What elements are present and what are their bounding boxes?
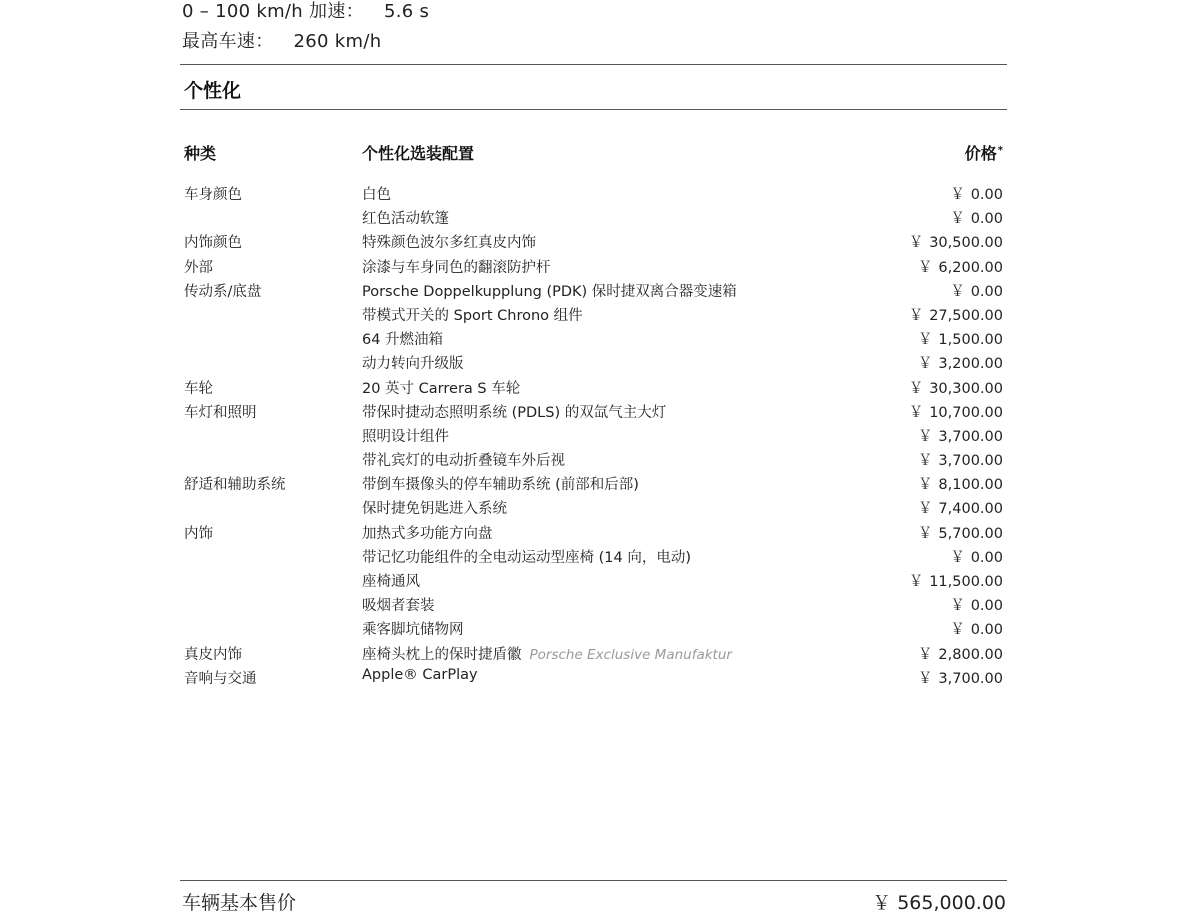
currency-symbol: ￥ xyxy=(950,211,965,228)
row-option xyxy=(362,304,583,325)
currency-symbol: ￥ xyxy=(917,670,933,687)
row-price-amount: 0.00 xyxy=(970,187,1003,203)
row-option-text: 照明设计组件 xyxy=(362,428,449,445)
table-row xyxy=(0,520,1200,544)
row-category: 车身颜色 xyxy=(184,187,242,203)
row-option-text: 带记忆功能组件的全电动运动型座椅 (14 向，电动) xyxy=(362,549,691,566)
row-option-text: 特殊颜色波尔多红真皮内饰 xyxy=(362,235,536,252)
row-price-amount: 5,700.00 xyxy=(938,525,1003,542)
row-option xyxy=(362,377,520,398)
row-option xyxy=(362,497,507,518)
table-row xyxy=(0,641,1200,665)
currency-symbol: ￥ xyxy=(950,622,965,639)
row-price-amount: 0.00 xyxy=(970,622,1003,639)
row-option-text: 64 升燃油箱 xyxy=(362,332,444,349)
total-price-label: 车辆基本售价 xyxy=(182,892,297,914)
row-option-text: 座椅通风 xyxy=(362,574,420,590)
table-row xyxy=(0,302,1200,326)
row-price-amount: 3,700.00 xyxy=(938,428,1003,445)
row-price-amount: 3,700.00 xyxy=(938,670,1003,687)
row-option-brand: Porsche Exclusive Manufaktur xyxy=(529,646,732,663)
currency-symbol: ￥ xyxy=(917,646,933,663)
table-row xyxy=(0,326,1200,350)
currency-symbol: ￥ xyxy=(917,453,933,470)
currency-symbol: ￥ xyxy=(908,235,924,252)
row-option-text: 带倒车摄像头的停车辅助系统 (前部和后部) xyxy=(362,477,639,494)
row-option-text: 座椅头枕上的保时捷盾徽 xyxy=(362,646,522,663)
row-option xyxy=(362,280,737,301)
table-row xyxy=(0,447,1200,471)
row-category: 舒适和辅助系统 xyxy=(184,477,286,494)
row-price xyxy=(918,352,1003,373)
currency-symbol: ￥ xyxy=(917,259,933,276)
row-category: 音响与交通 xyxy=(184,670,257,687)
row-option xyxy=(362,473,639,494)
row-option-text: 20 英寸 Carrera S 车轮 xyxy=(362,380,521,397)
row-option-text: 白色 xyxy=(362,187,391,203)
row-option-text: 涂漆与车身同色的翻滚防护杆 xyxy=(362,259,551,276)
row-option-text: Porsche Doppelkupplung (PDK) 保时捷双离合器变速箱 xyxy=(362,283,737,300)
currency-symbol: ￥ xyxy=(917,501,933,518)
row-category: 内饰 xyxy=(184,525,213,542)
table-row xyxy=(0,229,1200,253)
table-row xyxy=(0,592,1200,616)
row-price-amount: 3,200.00 xyxy=(938,356,1003,373)
row-price-amount: 0.00 xyxy=(970,283,1003,300)
row-category: 外部 xyxy=(184,259,213,276)
row-option xyxy=(362,594,435,615)
row-price xyxy=(909,377,1003,398)
column-header-option: 个性化选装配置 xyxy=(362,144,475,163)
row-option-text: 带礼宾灯的电动折叠镜车外后视 xyxy=(362,453,565,470)
currency-symbol: ￥ xyxy=(950,283,965,300)
currency-symbol: ￥ xyxy=(917,428,933,445)
row-option xyxy=(362,401,666,422)
row-price-amount: 10,700.00 xyxy=(929,404,1003,421)
table-row xyxy=(0,665,1200,689)
row-price xyxy=(950,207,1003,228)
acceleration-value: 5.6 s xyxy=(383,1,430,22)
currency-symbol: ￥ xyxy=(950,187,965,203)
row-price xyxy=(918,473,1003,494)
acceleration-label: 0 – 100 km/h 加速： xyxy=(182,1,364,22)
row-price-amount: 6,200.00 xyxy=(938,259,1003,276)
top-speed-value: 260 km/h xyxy=(293,31,382,52)
row-option xyxy=(362,449,565,470)
currency-symbol: ￥ xyxy=(908,574,924,590)
row-option xyxy=(362,546,691,567)
table-row xyxy=(0,471,1200,495)
row-price xyxy=(950,183,1003,204)
row-price xyxy=(909,401,1003,422)
table-row xyxy=(0,375,1200,399)
row-price-amount: 0.00 xyxy=(970,211,1003,228)
row-option xyxy=(362,667,478,683)
row-price-amount: 8,100.00 xyxy=(938,477,1003,494)
row-price xyxy=(918,449,1003,470)
currency-symbol: ￥ xyxy=(917,477,933,494)
row-price-amount: 1,500.00 xyxy=(938,332,1003,349)
row-option-text: Apple® CarPlay xyxy=(362,666,478,683)
row-option xyxy=(362,256,551,277)
row-price xyxy=(950,594,1003,615)
row-price xyxy=(950,546,1003,567)
row-price-amount: 30,300.00 xyxy=(929,380,1003,397)
row-option xyxy=(362,643,732,664)
column-header-price xyxy=(965,141,1003,164)
row-option xyxy=(362,207,449,228)
table-row xyxy=(0,350,1200,374)
row-option-text: 带保时捷动态照明系统 (PDLS) 的双氙气主大灯 xyxy=(362,404,667,421)
total-price-value: ￥ 565,000.00 xyxy=(872,892,1006,914)
table-row xyxy=(0,544,1200,568)
column-header-price-label: 价格 xyxy=(964,144,997,163)
options-table xyxy=(0,181,1200,689)
currency-symbol: ￥ xyxy=(950,549,965,566)
price-footnote-mark: * xyxy=(997,145,1003,156)
column-header-category: 种类 xyxy=(184,144,217,163)
table-row xyxy=(0,423,1200,447)
top-speed-line xyxy=(182,27,381,53)
row-option xyxy=(362,618,464,639)
row-price xyxy=(918,328,1003,349)
section-top-divider xyxy=(180,64,1007,65)
row-category: 真皮内饰 xyxy=(184,646,242,663)
row-price xyxy=(918,497,1003,518)
row-price xyxy=(918,522,1003,543)
currency-symbol: ￥ xyxy=(917,356,933,373)
total-divider xyxy=(180,880,1007,881)
row-option-text: 红色活动软篷 xyxy=(362,211,449,228)
row-option xyxy=(362,352,464,373)
currency-symbol: ￥ xyxy=(917,525,933,542)
row-price-amount: 0.00 xyxy=(970,598,1003,615)
row-price-amount: 27,500.00 xyxy=(929,307,1003,324)
row-option xyxy=(362,570,420,591)
row-price xyxy=(909,304,1003,325)
table-row xyxy=(0,254,1200,278)
table-row xyxy=(0,495,1200,519)
currency-symbol: ￥ xyxy=(950,598,965,615)
row-option-text: 乘客脚坑储物网 xyxy=(362,622,464,639)
table-row xyxy=(0,568,1200,592)
row-price-amount: 11,500.00 xyxy=(929,574,1003,590)
table-row xyxy=(0,278,1200,302)
section-title: 个性化 xyxy=(184,80,242,102)
row-option xyxy=(362,231,536,252)
row-price-amount: 30,500.00 xyxy=(929,235,1003,252)
row-price-amount: 7,400.00 xyxy=(938,501,1003,518)
row-category: 传动系/底盘 xyxy=(184,283,262,300)
table-row xyxy=(0,205,1200,229)
row-category: 车灯和照明 xyxy=(184,404,257,421)
row-option-text: 保时捷免钥匙进入系统 xyxy=(362,501,507,518)
currency-symbol: ￥ xyxy=(908,380,924,397)
row-price-amount: 0.00 xyxy=(970,549,1003,566)
row-option-text: 动力转向升级版 xyxy=(362,356,464,373)
row-price xyxy=(950,618,1003,639)
row-price-amount: 2,800.00 xyxy=(938,646,1003,663)
row-price xyxy=(909,231,1003,252)
row-price xyxy=(918,667,1003,688)
row-price xyxy=(918,643,1003,664)
row-option-text: 吸烟者套装 xyxy=(362,598,435,615)
row-option-text: 带模式开关的 Sport Chrono 组件 xyxy=(362,307,583,324)
row-option xyxy=(362,183,391,204)
row-price-amount: 3,700.00 xyxy=(938,453,1003,470)
row-category: 内饰颜色 xyxy=(184,235,242,252)
row-option xyxy=(362,425,449,446)
currency-symbol: ￥ xyxy=(917,332,933,349)
row-price xyxy=(950,280,1003,301)
section-bottom-divider xyxy=(180,109,1007,110)
table-row xyxy=(0,181,1200,205)
acceleration-line xyxy=(182,0,429,23)
row-price xyxy=(918,256,1003,277)
row-category: 车轮 xyxy=(184,380,213,397)
row-option-text: 加热式多功能方向盘 xyxy=(362,525,493,542)
currency-symbol: ￥ xyxy=(908,307,924,324)
currency-symbol: ￥ xyxy=(908,404,924,421)
row-option xyxy=(362,328,443,349)
row-option xyxy=(362,522,493,543)
row-price xyxy=(918,425,1003,446)
top-speed-label: 最高车速： xyxy=(182,31,274,52)
table-row xyxy=(0,616,1200,640)
table-row xyxy=(0,399,1200,423)
row-price xyxy=(909,570,1003,591)
